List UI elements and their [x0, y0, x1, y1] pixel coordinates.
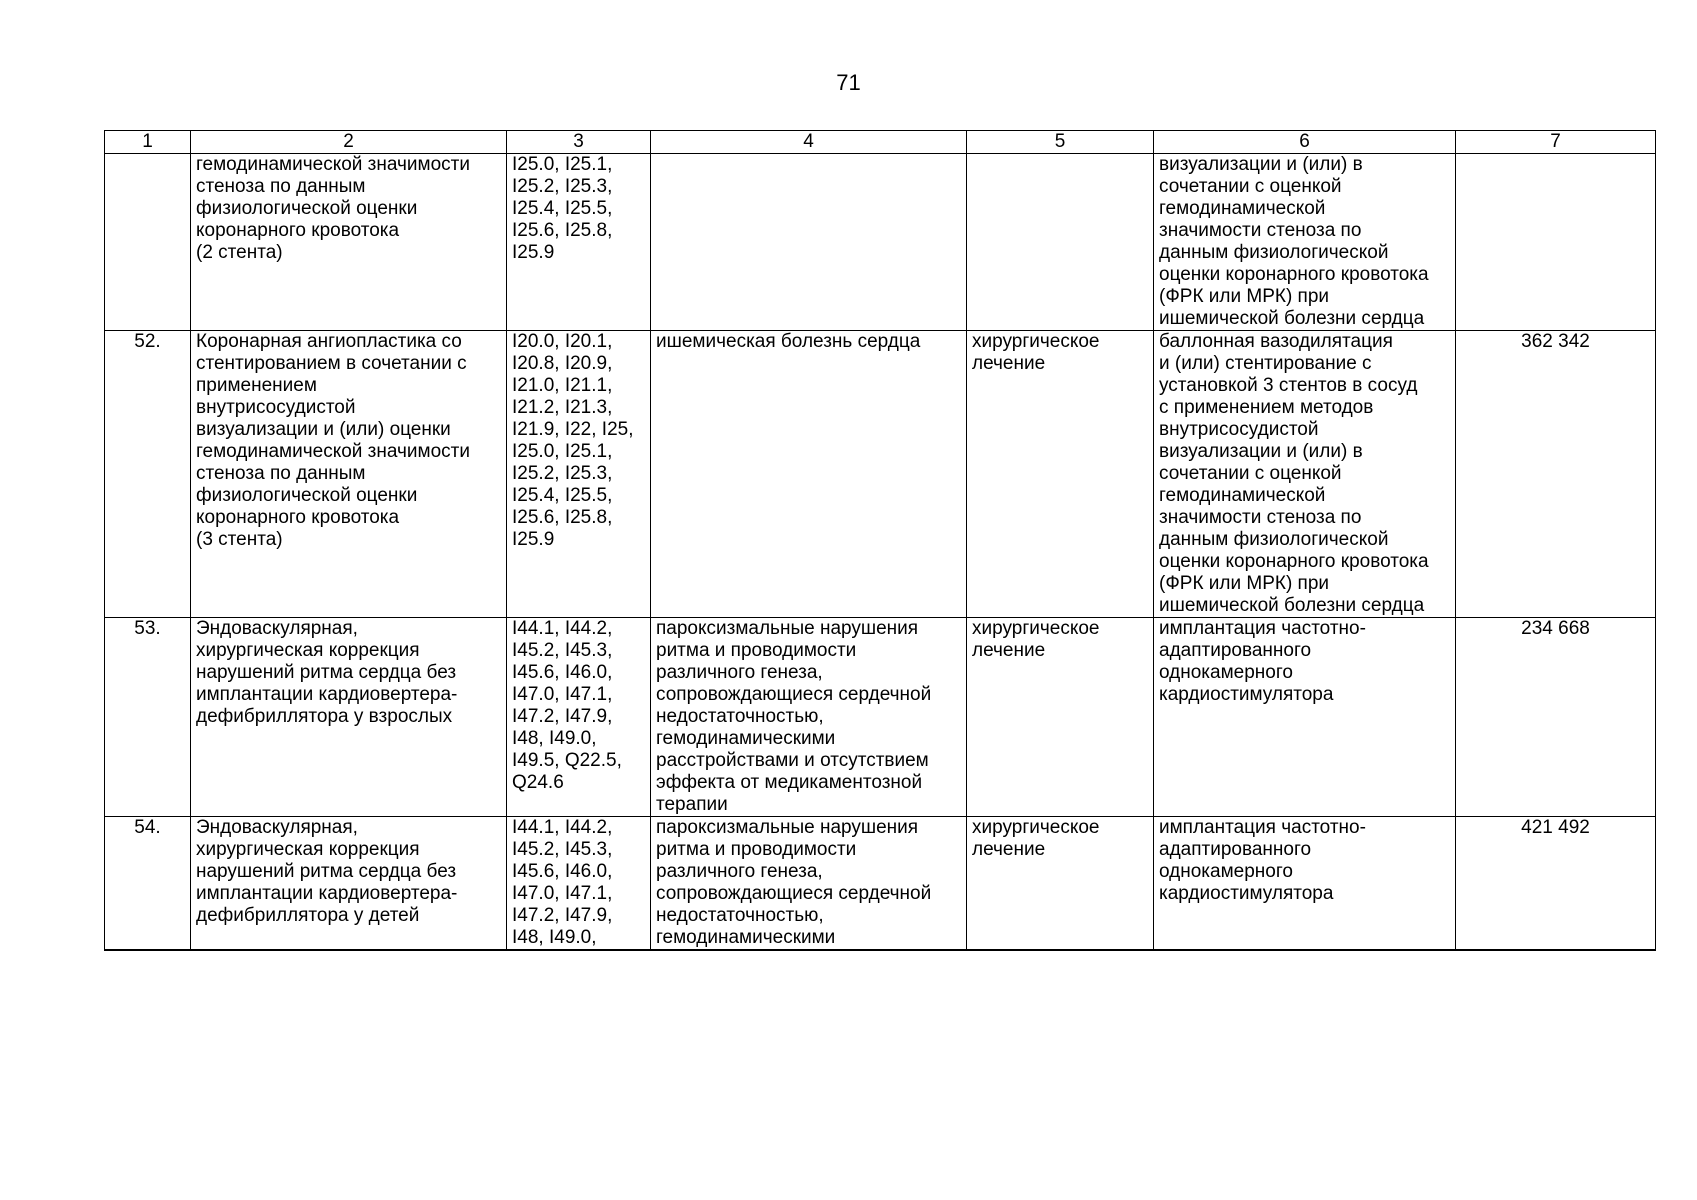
row-number-cell: 53.	[105, 618, 191, 817]
service-name-cell: гемодинамической значимости стеноза по данным физиологической оценки коронарного кровотока (2 стента)	[191, 154, 507, 331]
patient-model-cell: пароксизмальные нарушения ритма и проводимости различного генеза, сопровождающиеся сердечной недостаточностью, гемодинамическими	[651, 817, 967, 951]
service-name-cell: Коронарная ангиопластика со стентированием в сочетании с применением внутрисосудистой визуализации и (или) оценки гемодинамической значимости стеноза по данным физиологической оценки коронарного кровотока (3 стента)	[191, 331, 507, 618]
patient-model-cell: ишемическая болезнь сердца	[651, 331, 967, 618]
icd-codes-cell: I44.1, I44.2, I45.2, I45.3, I45.6, I46.0, I47.0, I47.1, I47.2, I47.9, I48, I49.0, I49.5, Q22.5, Q24.6	[507, 618, 651, 817]
patient-model-cell	[651, 154, 967, 331]
column-header: 5	[967, 131, 1154, 154]
treatment-method-cell: баллонная вазодилятация и (или) стентирование с установкой 3 стентов в сосуд с применением методов внутрисосудистой визуализации и (или) в сочетании с оценкой гемодинамической значимости стеноза по данным физиологической оценки коронарного кровотока (ФРК или МРК) при ишемической болезни сердца	[1154, 331, 1456, 618]
cost-cell: 234 668	[1456, 618, 1656, 817]
row-number-cell	[105, 154, 191, 331]
cost-cell: 421 492	[1456, 817, 1656, 951]
column-header: 2	[191, 131, 507, 154]
treatment-method-cell: имплантация частотно- адаптированного однокамерного кардиостимулятора	[1154, 618, 1456, 817]
treatment-type-cell	[967, 154, 1154, 331]
service-name-cell: Эндоваскулярная, хирургическая коррекция нарушений ритма сердца без имплантации кардиовертера- дефибриллятора у детей	[191, 817, 507, 951]
patient-model-cell: пароксизмальные нарушения ритма и проводимости различного генеза, сопровождающиеся сердечной недостаточностью, гемодинамическими расстройствами и отсутствием эффекта от медикаментозной терапии	[651, 618, 967, 817]
row-number-cell: 52.	[105, 331, 191, 618]
table-row	[105, 331, 1656, 618]
column-header: 4	[651, 131, 967, 154]
column-header: 1	[105, 131, 191, 154]
icd-codes-cell: I44.1, I44.2, I45.2, I45.3, I45.6, I46.0, I47.0, I47.1, I47.2, I47.9, I48, I49.0,	[507, 817, 651, 951]
treatment-method-cell: имплантация частотно- адаптированного однокамерного кардиостимулятора	[1154, 817, 1456, 951]
service-name-cell: Эндоваскулярная, хирургическая коррекция нарушений ритма сердца без имплантации кардиовертера- дефибриллятора у взрослых	[191, 618, 507, 817]
cost-cell	[1456, 154, 1656, 331]
treatment-method-cell: визуализации и (или) в сочетании с оценкой гемодинамической значимости стеноза по данным физиологической оценки коронарного кровотока (ФРК или МРК) при ишемической болезни сердца	[1154, 154, 1456, 331]
treatment-type-cell: хирургическое лечение	[967, 331, 1154, 618]
icd-codes-cell: I25.0, I25.1, I25.2, I25.3, I25.4, I25.5, I25.6, I25.8, I25.9	[507, 154, 651, 331]
page-number: 71	[836, 70, 861, 95]
table-row	[105, 618, 1656, 817]
cost-cell: 362 342	[1456, 331, 1656, 618]
column-header: 3	[507, 131, 651, 154]
services-table	[104, 130, 1656, 951]
table-header-row	[105, 131, 1656, 154]
column-header: 7	[1456, 131, 1656, 154]
column-header: 6	[1154, 131, 1456, 154]
table-row	[105, 154, 1656, 331]
table-row	[105, 817, 1656, 951]
treatment-type-cell: хирургическое лечение	[967, 618, 1154, 817]
treatment-type-cell: хирургическое лечение	[967, 817, 1154, 951]
icd-codes-cell: I20.0, I20.1, I20.8, I20.9, I21.0, I21.1, I21.2, I21.3, I21.9, I22, I25, I25.0, I25.1, I25.2, I25.3, I25.4, I25.5, I25.6, I25.8, I25.9	[507, 331, 651, 618]
row-number-cell: 54.	[105, 817, 191, 951]
